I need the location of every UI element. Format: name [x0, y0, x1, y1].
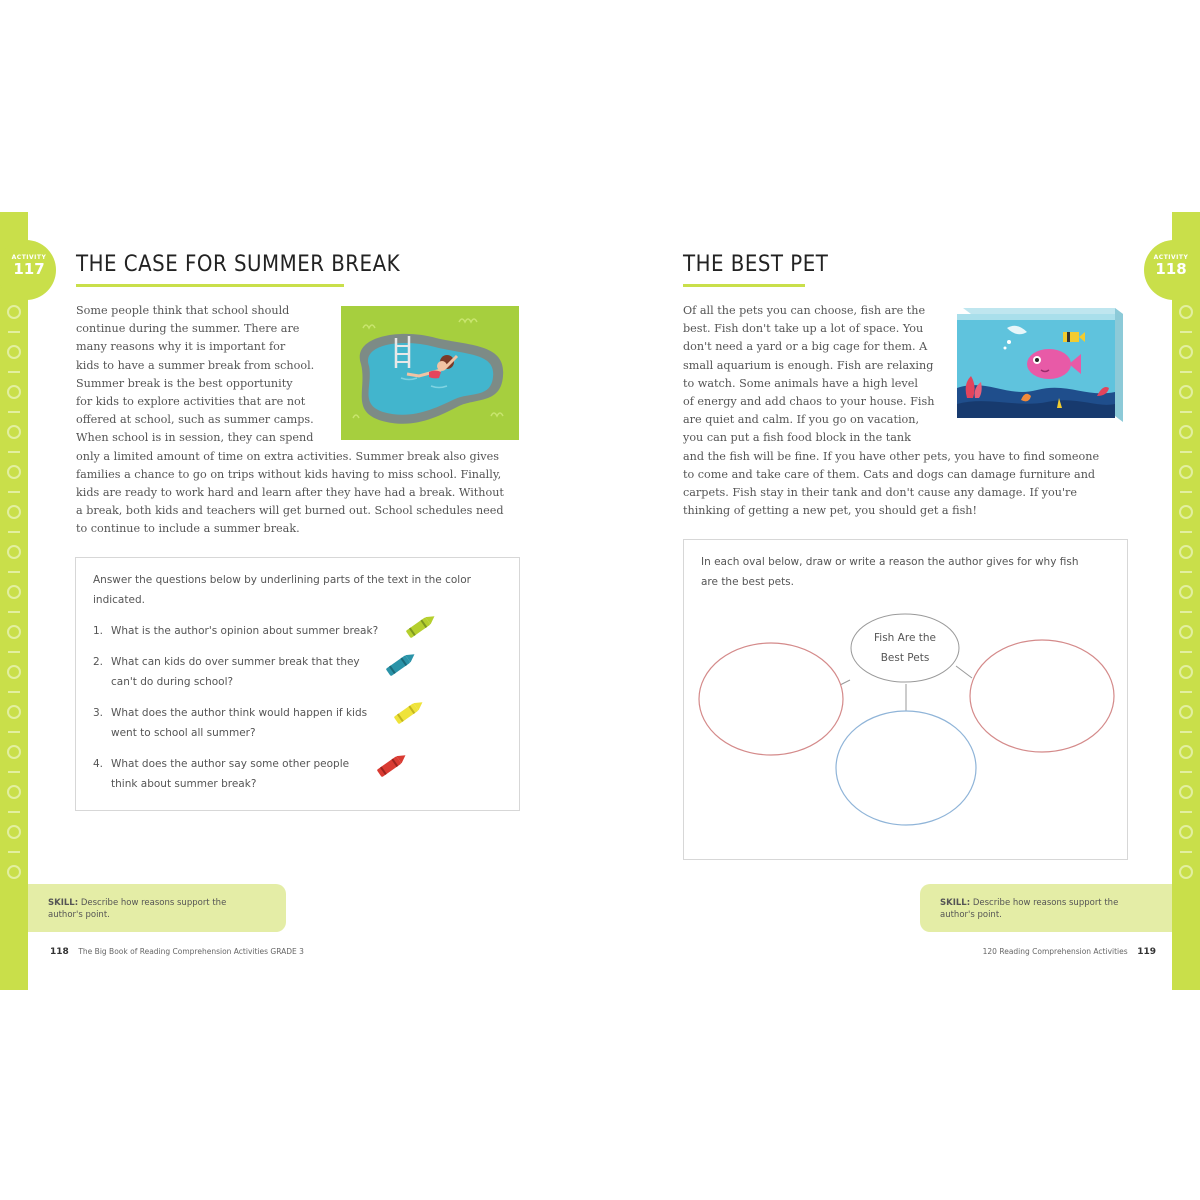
- activity-label: ACTIVITY: [11, 254, 47, 261]
- questions-intro-line: Answer the questions below by underlining parts of the text in the color: [93, 574, 471, 586]
- body-text-line: to watch. Some animals have a high level: [683, 376, 918, 390]
- skill-tag: SKILL:: [940, 898, 971, 908]
- question-text: [111, 652, 360, 692]
- title-underline: [683, 284, 805, 287]
- swimming-pool-illustration: [341, 306, 519, 440]
- body-text-line: families a chance to go on trips without kids having to miss school. Finally,: [76, 467, 502, 481]
- questions-intro: [93, 570, 513, 610]
- activity-badge-left: [0, 240, 56, 300]
- body-text-line: thinking of getting a new pet, you should get a fish!: [683, 504, 978, 518]
- body-text-line: carpets. Fish stay in their tank and don't cause any damage. If you're: [683, 486, 1077, 500]
- edge-pattern-decoration: [1176, 292, 1196, 892]
- activity-number: 117: [13, 260, 45, 278]
- oval-activity-box: [683, 539, 1128, 860]
- body-text-line: are quiet and calm. If you go on vacation,: [683, 413, 920, 427]
- question-number: 2.: [93, 656, 104, 668]
- oval-diagram: [684, 540, 1129, 861]
- question-text: [111, 621, 378, 641]
- activity-number: 118: [1155, 260, 1187, 278]
- crayon-red-icon: [371, 751, 411, 781]
- title-underline: [76, 284, 344, 287]
- body-text-line: only a limited amount of time on extra activities. Summer break also gives: [76, 449, 499, 463]
- body-text-line: kids are ready to work hard and learn after they have had a break. Without: [76, 486, 504, 500]
- book-title: The Big Book of Reading Comprehension Activities GRADE 3: [78, 947, 304, 956]
- oval-intro-line: In each oval below, draw or write a reason the author gives for why fish: [701, 556, 1079, 568]
- crayon-yellow-icon: [388, 698, 428, 728]
- edge-pattern-decoration: [4, 292, 24, 892]
- question-line: can't do during school?: [111, 676, 234, 688]
- skill-tag: SKILL:: [48, 898, 79, 908]
- body-text-line: to come and take care of them. Cats and dogs can damage furniture and: [683, 467, 1096, 481]
- reason-oval-left: [699, 643, 843, 755]
- body-text-line: for kids to explore activities that are not: [76, 395, 306, 409]
- question-line: think about summer break?: [111, 778, 257, 790]
- body-text-line: Summer break is the best opportunity: [76, 376, 293, 390]
- question-item: [93, 703, 493, 743]
- question-line: What does the author say some other people: [111, 758, 350, 770]
- question-text: [111, 754, 349, 794]
- body-text-line: and the fish will be fine. If you have other pets, you have to find someone: [683, 449, 1100, 463]
- right-footer: [983, 947, 1156, 957]
- page-number: 118: [50, 947, 69, 957]
- questions-intro-line: indicated.: [93, 594, 145, 606]
- right-page-title: THE BEST PET: [683, 252, 829, 277]
- question-number: 4.: [93, 758, 104, 770]
- body-text-line: you can put a fish food block in the tank: [683, 431, 911, 445]
- body-text-line: a break, both kids and teachers will get burned out. School schedules need: [76, 504, 504, 518]
- book-spread: [0, 212, 1200, 990]
- body-text-line: continue during the summer. There are: [76, 322, 300, 336]
- crayon-green-icon: [400, 612, 440, 642]
- reason-oval-bottom: [836, 711, 976, 825]
- question-line: What does the author think would happen if kids: [111, 707, 368, 719]
- skill-text: [940, 897, 1140, 921]
- question-number: 1.: [93, 625, 104, 637]
- left-footer: [50, 947, 304, 957]
- body-text-line: of energy and add chaos to your house. Fish: [683, 395, 935, 409]
- oval-intro-line: are the best pets.: [701, 576, 794, 588]
- question-line: went to school all summer?: [111, 727, 256, 739]
- body-text-line: best. Fish don't take up a lot of space. You: [683, 322, 924, 336]
- question-item: [93, 754, 493, 794]
- skill-text: [48, 897, 248, 921]
- body-text-line: When school is in session, they can spend: [76, 431, 314, 445]
- activity-badge-right: [1144, 240, 1200, 300]
- questions-box: [75, 557, 520, 811]
- left-page-title: THE CASE FOR SUMMER BREAK: [76, 252, 401, 277]
- body-text-line: kids to have a summer break from school.: [76, 358, 315, 372]
- page-number: 119: [1137, 947, 1156, 957]
- reason-oval-right: [970, 640, 1114, 752]
- center-oval-label: [851, 628, 959, 668]
- question-item: [93, 652, 493, 692]
- skill-description: Describe how reasons support the author's point.: [48, 898, 227, 920]
- skill-description: Describe how reasons support the author's point.: [940, 898, 1119, 920]
- body-text-line: many reasons why it is important for: [76, 340, 286, 354]
- question-text: [111, 703, 367, 743]
- left-page-edge-strip: [0, 212, 28, 990]
- book-title: 120 Reading Comprehension Activities: [982, 947, 1128, 956]
- center-oval-line: Best Pets: [880, 652, 930, 664]
- center-oval-line: Fish Are the: [874, 632, 936, 644]
- question-line: What is the author's opinion about summer break?: [111, 625, 379, 637]
- question-line: What can kids do over summer break that they: [111, 656, 360, 668]
- body-text-line: don't need a yard or a big cage for them. A: [683, 340, 928, 354]
- skill-box-right: [920, 884, 1172, 932]
- crayon-teal-icon: [380, 650, 420, 680]
- right-page-edge-strip: [1172, 212, 1200, 990]
- aquarium-fish-illustration: [957, 308, 1129, 424]
- body-text-line: Some people think that school should: [76, 304, 290, 317]
- body-text-line: Of all the pets you can choose, fish are the: [683, 304, 926, 317]
- skill-box-left: [28, 884, 286, 932]
- question-number: 3.: [93, 707, 104, 719]
- activity-label: ACTIVITY: [1153, 254, 1189, 261]
- body-text-line: offered at school, such as summer camps.: [76, 413, 314, 427]
- body-text-line: small aquarium is enough. Fish are relaxing: [683, 358, 934, 372]
- body-text-line: to continue to include a summer break.: [76, 522, 300, 536]
